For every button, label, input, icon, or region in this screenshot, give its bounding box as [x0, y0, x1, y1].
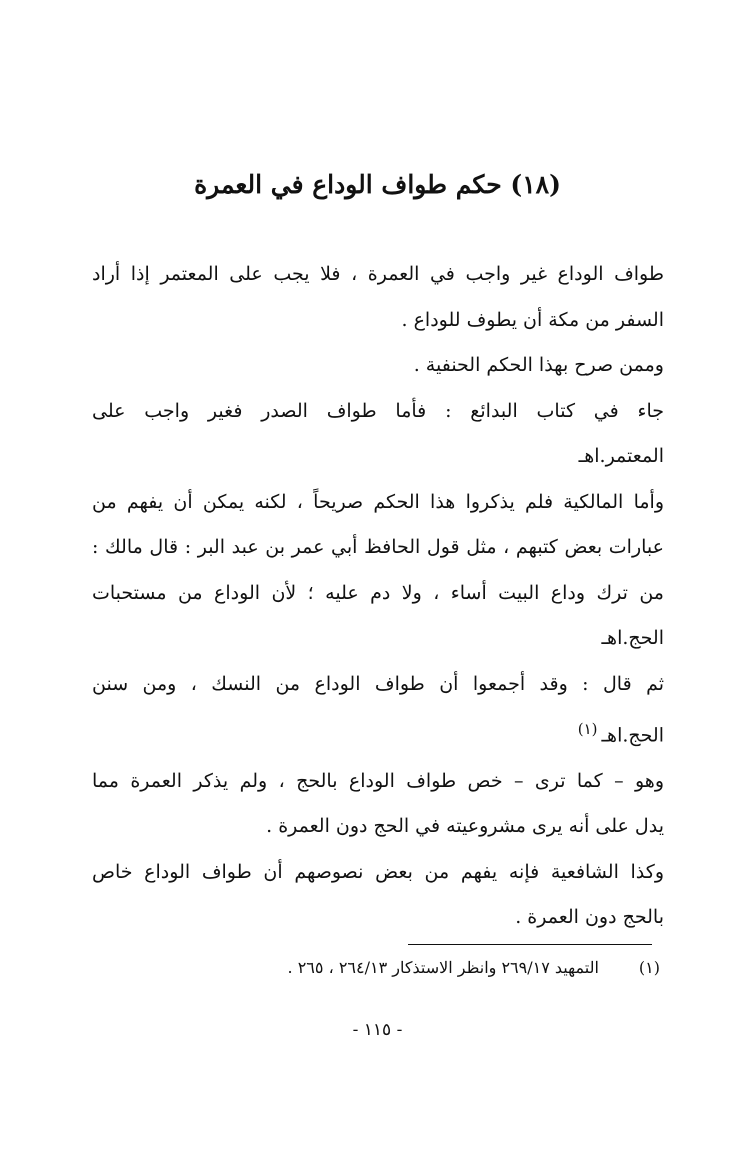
footnote-reference[interactable]: (١): [577, 720, 598, 738]
text-line-4: جاء في كتاب البدائع : فأما طواف الصدر فغير واجب على: [92, 399, 664, 422]
text-line-11: [92, 707, 664, 759]
text-line-11-content: الحج.اهـ: [601, 724, 664, 747]
text-line-8: من ترك وداع البيت أساء ، ولا دم عليه ؛ لأن الوداع من مستحبات: [92, 581, 664, 604]
text-line-13: يدل على أنه يرى مشروعيته في الحج دون العمرة .: [266, 815, 664, 838]
text-line-1: طواف الوداع غير واجب في العمرة ، فلا يجب على المعتمر إذا أراد: [92, 263, 664, 285]
footnote-text: التمهيد ٢٦٩/١٧ وانظر الاستذكار ٢٦٤/١٣ ، ٢٦٥ .: [287, 958, 599, 977]
text-line-6: وأما المالكية فلم يذكروا هذا الحكم صريحاً ، لكنه يمكن أن يفهم من: [92, 490, 664, 513]
text-line-12: وهو – كما ترى – خص طواف الوداع بالحج ، ولم يذكر العمرة مما: [92, 769, 664, 792]
footnote-number: (١): [638, 958, 660, 977]
section-title: (١٨) حكم طواف الوداع في العمرة: [194, 170, 561, 199]
page-number: - ١١٥ -: [352, 1020, 403, 1040]
text-line-15: بالحج دون العمرة .: [515, 906, 664, 929]
text-line-7: عبارات بعض كتبهم ، مثل قول الحافظ أبي عمر بن عبد البر : قال مالك :: [92, 536, 664, 558]
text-line-9: الحج.اهـ: [601, 627, 664, 649]
text-line-14: وكذا الشافعية فإنه يفهم من بعض نصوصهم أن طواف الوداع خاص: [92, 860, 664, 883]
body-text: [92, 252, 664, 941]
footnote: [200, 958, 660, 977]
text-line-5: المعتمر.اهـ: [578, 445, 664, 467]
text-line-2: السفر من مكة أن يطوف للوداع .: [401, 308, 664, 331]
footnote-divider: [408, 944, 652, 945]
text-line-3: وممن صرح بهذا الحكم الحنفية .: [413, 354, 664, 376]
text-line-10: ثم قال : وقد أجمعوا أن طواف الوداع من النسك ، ومن سنن: [92, 672, 664, 695]
